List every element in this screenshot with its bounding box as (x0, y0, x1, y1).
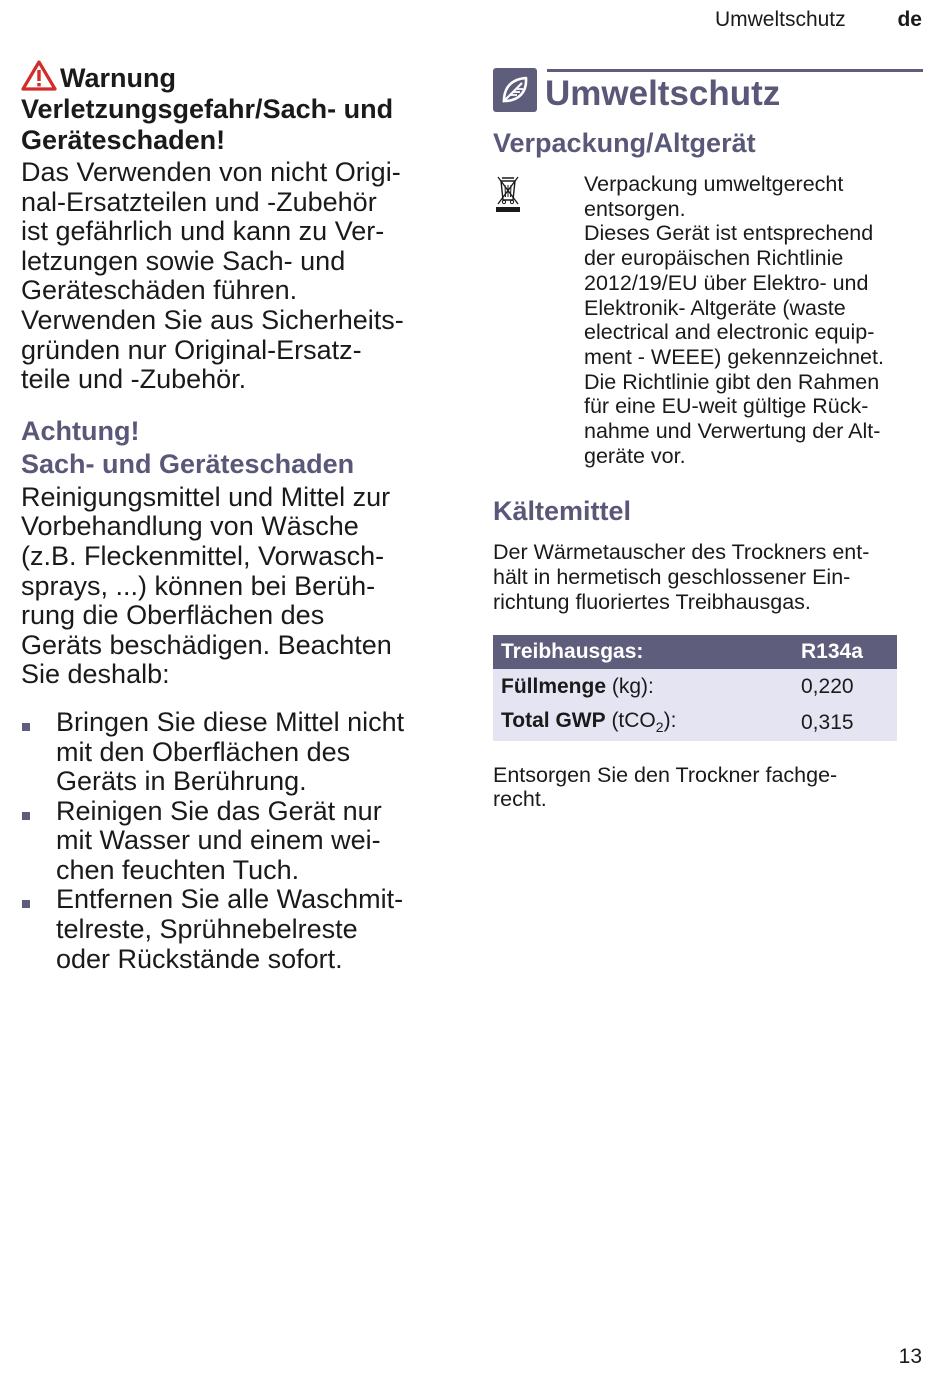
disposal-text (493, 763, 923, 812)
text-line: entsorgen. (584, 196, 686, 221)
text-line: Der Wärmetauscher des Trockners ent- (493, 540, 870, 565)
text-line: Das Verwenden von nicht Origi- (21, 157, 401, 187)
table-row (493, 705, 897, 741)
list-item (21, 885, 461, 974)
refrigerant-text (493, 540, 923, 614)
section-header (493, 66, 923, 114)
page-header (715, 8, 922, 32)
warning-subtitle: Verletzungsgefahr/Sach- und Geräteschaden! (21, 94, 394, 155)
text-line: mit den Oberflächen des (56, 736, 351, 767)
text-line: geräte vor. (584, 443, 686, 468)
text-line: electrical and electronic equip- (584, 320, 875, 345)
right-column (493, 66, 923, 812)
text-line: ment - WEEE) gekennzeichnet. (584, 344, 884, 369)
text-line: hält in hermetisch geschlossener Ein- (493, 565, 851, 590)
attention-bullet-list (21, 708, 461, 974)
text-line: Geräteschäden führen. (21, 275, 298, 306)
warning-heading (21, 60, 461, 156)
text-line: Reinigen Sie das Gerät nur (56, 795, 382, 826)
text-line: nahme und Verwertung der Alt- (584, 419, 881, 444)
text-line: Geräts beschädigen. Beachten (21, 629, 392, 660)
refrigerant-heading: Kältemittel (493, 496, 632, 527)
text-line: Elektronik- Altgeräte (waste (584, 295, 846, 320)
text-line: mit Wasser und einem wei- (56, 825, 381, 856)
gwp-label: Total GWP (tCO$_2$): (493, 705, 793, 741)
text-line: Dieses Gerät ist entsprechend (584, 221, 874, 246)
attention-heading (21, 415, 461, 481)
square-bullet-icon (22, 900, 30, 908)
text-line: richtung fluoriertes Treibhausgas. (493, 589, 811, 614)
text-line: Reinigungsmittel und Mittel zur (21, 481, 391, 512)
warning-text (21, 158, 461, 395)
refrigerant-table (493, 635, 897, 741)
leaf-icon (493, 68, 537, 112)
text-line: Verwenden Sie aus Sicherheits- (21, 304, 404, 335)
fill-amount-value: 0,220 (793, 669, 897, 705)
text-line: teile und -Zubehör. (21, 364, 247, 395)
table-row (493, 669, 897, 705)
packaging-block (493, 172, 923, 468)
text-line: Verpackung umweltgerecht (584, 172, 844, 196)
attention-subtitle: Sach- und Geräteschaden (21, 448, 355, 479)
text-line: Sie deshalb: (21, 659, 170, 690)
table-header-value: R134a (793, 635, 897, 669)
page-number: 13 (898, 1345, 922, 1368)
text-line: Entsorgen Sie den Trockner fachge- (493, 762, 838, 787)
text-line: der europäischen Richtlinie (584, 246, 844, 271)
packaging-text (584, 172, 923, 468)
text-line: recht. (493, 787, 547, 812)
crossed-bin-icon (493, 174, 523, 214)
text-line: oder Rückstände sofort. (56, 943, 343, 974)
text-line: nal-Ersatzteilen und -Zubehör (21, 186, 377, 217)
fill-amount-label: Füllmenge (kg): (493, 669, 793, 705)
table-header-row (493, 635, 897, 669)
warning-label: Warnung (60, 63, 176, 93)
text-line: chen feuchten Tuch. (56, 854, 300, 885)
text-line: (z.B. Fleckenmittel, Vorwasch- (21, 540, 385, 571)
text-line: Die Richtlinie gibt den Rahmen (584, 369, 880, 394)
section-title: Umweltschutz (545, 74, 781, 113)
text-line: gründen nur Original-Ersatz- (21, 334, 362, 365)
text-line: letzungen sowie Sach- und (21, 245, 346, 276)
text-line: Geräts in Berührung. (56, 766, 307, 797)
header-language: de (897, 8, 922, 31)
packaging-heading: Verpackung/Altgerät (493, 128, 756, 158)
text-line: sprays, ...) können bei Berüh- (21, 570, 376, 601)
text-line: ist gefährlich und kann zu Ver- (21, 216, 385, 247)
text-line: telreste, Sprühnebelreste (56, 914, 358, 945)
left-column (21, 60, 461, 974)
text-line: rung die Oberflächen des (21, 600, 325, 631)
gwp-value: 0,315 (793, 705, 897, 741)
attention-title: Achtung! (21, 415, 140, 446)
text-line: Entfernen Sie alle Waschmit- (56, 884, 404, 915)
square-bullet-icon (22, 812, 30, 820)
text-line: Vorbehandlung von Wäsche (21, 511, 359, 542)
list-item (21, 797, 461, 886)
table-header-label: Treibhausgas: (493, 635, 793, 669)
warning-triangle-icon (21, 60, 57, 91)
header-section-title: Umweltschutz (714, 8, 846, 31)
square-bullet-icon (22, 723, 30, 731)
attention-text (21, 483, 461, 690)
text-line: 2012/19/EU über Elektro- und (584, 270, 869, 295)
text-line: für eine EU-weit gültige Rück- (584, 394, 869, 419)
text-line: Bringen Sie diese Mittel nicht (56, 706, 405, 737)
section-divider (547, 69, 923, 72)
list-item (21, 708, 461, 797)
